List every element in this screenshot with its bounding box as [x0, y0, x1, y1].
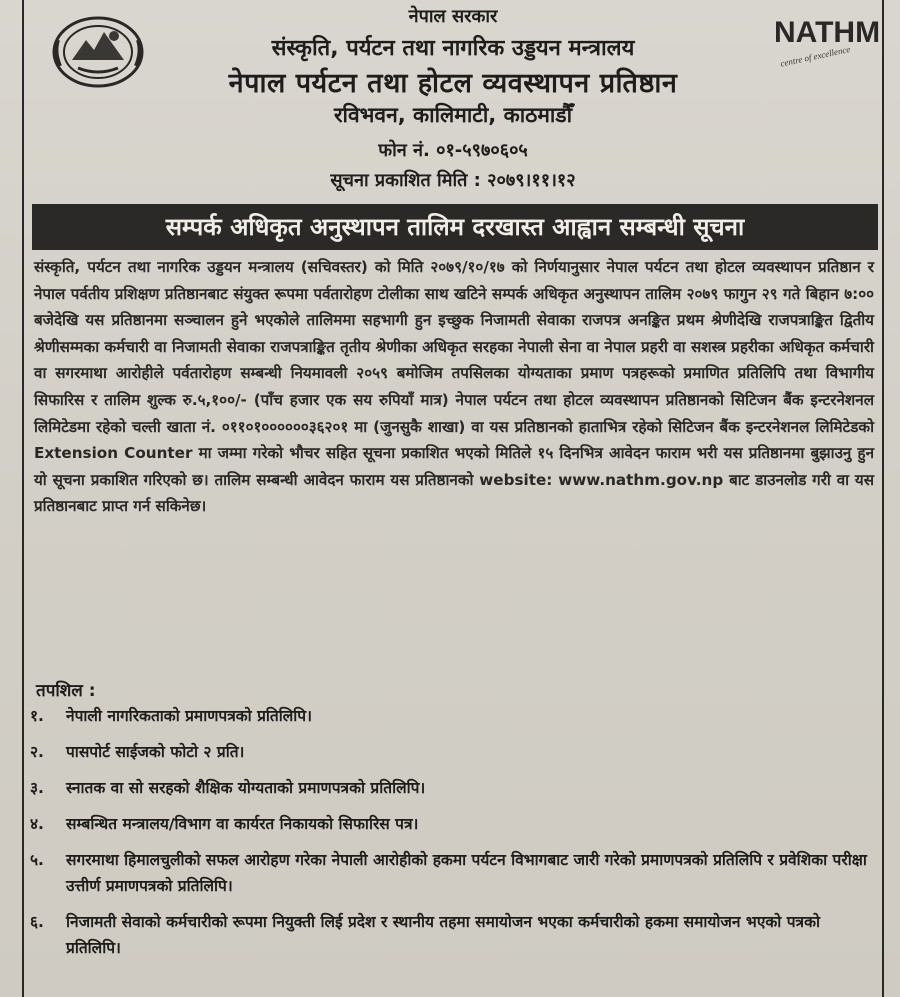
schedule-item: [30, 703, 878, 729]
schedule-item-text: सम्बन्धित मन्त्रालय/विभाग वा कार्यरत निकायको सिफारिस पत्र।: [66, 815, 419, 833]
svg-text:NATHM: NATHM: [774, 16, 881, 49]
schedule-item-number: ३.: [30, 779, 44, 797]
institute-name: नेपाल पर्यटन तथा होटल व्यवस्थापन प्रतिष्ठान: [228, 68, 678, 99]
nathm-logo-icon: [772, 6, 881, 69]
schedule-item: [30, 739, 878, 765]
schedule-item: [30, 811, 878, 837]
schedule-title: तपशिल :: [36, 681, 96, 701]
notice-header: [24, 0, 882, 200]
schedule-item-number: १.: [30, 707, 44, 725]
schedule-item-number: ५.: [30, 851, 44, 869]
schedule-item: [30, 847, 878, 899]
schedule-item: [30, 775, 878, 801]
schedule-item-text: पासपोर्ट साईजको फोटो २ प्रति।: [66, 743, 245, 761]
schedule-item-number: ६.: [30, 913, 44, 931]
schedule-list: [30, 703, 878, 971]
schedule-item: [30, 909, 878, 961]
government-name: नेपाल सरकार: [408, 6, 498, 27]
notice-title-banner: सम्पर्क अधिकृत अनुस्थापन तालिम दरखास्त आह्वान सम्बन्धी सूचना: [32, 204, 878, 250]
schedule-item-text: निजामती सेवाको कर्मचारीको रूपमा नियुक्ती लिई प्रदेश र स्थानीय तहमा समायोजन भएका कर्मचारीको हकमा समायोजन भएको पत्रको प्रतिलिपि।: [66, 913, 820, 957]
schedule-item-number: ४.: [30, 815, 44, 833]
schedule-item-number: २.: [30, 743, 44, 761]
schedule-item-text: नेपाली नागरिकताको प्रमाणपत्रको प्रतिलिपि।: [66, 707, 312, 725]
schedule-item-text: सगरमाथा हिमालचुलीको सफल आरोहण गरेका नेपाली आरोहीको हकमा पर्यटन विभागबाट जारी गरेको प्रमाणपत्रको प्रतिलिपि र प्रवेशिका परीक्षा उत्तीर्ण प्रमाणपत्रको प्रतिलिपि।: [66, 851, 867, 895]
notice-body-paragraph: संस्कृति, पर्यटन तथा नागरिक उड्डयन मन्त्रालय (सचिवस्तर) को मिति २०७९/१०/१७ को निर्णयानुसार नेपाल पर्यटन तथा होटल व्यवस्थापन प्रतिष्ठान र नेपाल पर्वतीय प्रशिक्षण प्रतिष्ठानबाट संयुक्त रूपमा पर्वतारोहण टोलीका साथ खटिने सम्पर्क अधिकृत अनुस्थापन तालिम २०७९ फागुन २९ गते बिहान ७:०० बजेदेखि यस प्रतिष्ठानमा सञ्चालन हुने भएकोले तालिममा सहभागी हुन इच्छुक निजामती सेवाका राजपत्र अनङ्कित प्रथम श्रेणीदेखि राजपत्राङ्कित द्वितीय श्रेणीसम्मका कर्मचारी वा निजामती सेवाका राजपत्राङ्कित तृतीय श्रेणीका अधिकृत सरहका नेपाली सेना वा नेपाल प्रहरी वा सशस्त्र प्रहरीका अधिकृत कर्मचारी वा सगरमाथा आरोहीले पर्वतारोहण सम्बन्धी नियमावली २०५९ बमोजिम तपसिलका योग्यताका प्रमाण पत्रहरूको प्रमाणित प्रतिलिपि तथा विभागीय सिफारिस र तालिम शुल्क रु.५,१००/- (पाँच हजार एक सय रुपियाँ मात्र) नेपाल पर्यटन तथा होटल व्यवस्थापन प्रतिष्ठानको सिटिजन बैंक इन्टरनेशनल लिमिटेडमा रहेको चल्ती खाता नं. ०११०१००००००३६२०१ मा (जुनसुकै शाखा) वा यस प्रतिष्ठानको हाताभित्र रहेको सिटिजन बैंक इन्टरनेशनल लिमिटेडको Extension Counter मा जम्मा गरेको भौचर सहित सूचना प्रकाशित भएको मितिले १५ दिनभित्र आवेदन फाराम भरी यस प्रतिष्ठानमा बुझाउनु हुन यो सूचना प्रकाशित गरिएको छ। तालिम सम्बन्धी आवेदन फाराम यस प्रतिष्ठानको website: www.nathm.gov.np बाट डाउनलोड गरी वा यस प्रतिष्ठानबाट प्राप्त गर्न सकिनेछ।: [34, 258, 874, 516]
schedule-item-text: स्नातक वा सो सरहको शैक्षिक योग्यताको प्रमाणपत्रको प्रतिलिपि।: [66, 779, 426, 797]
institute-address: रविभवन, कालिमाटी, काठमाडौँ: [333, 103, 573, 127]
svg-text:centre of excellence: centre of excellence: [779, 43, 852, 69]
ministry-name: संस्कृति, पर्यटन तथा नागरिक उड्डयन मन्त्रालय: [271, 36, 635, 61]
published-date: सूचना प्रकाशित मिति : २०७९।११।१२: [330, 170, 576, 191]
phone-number: फोन नं. ०१-५९७०६०५: [378, 140, 528, 161]
